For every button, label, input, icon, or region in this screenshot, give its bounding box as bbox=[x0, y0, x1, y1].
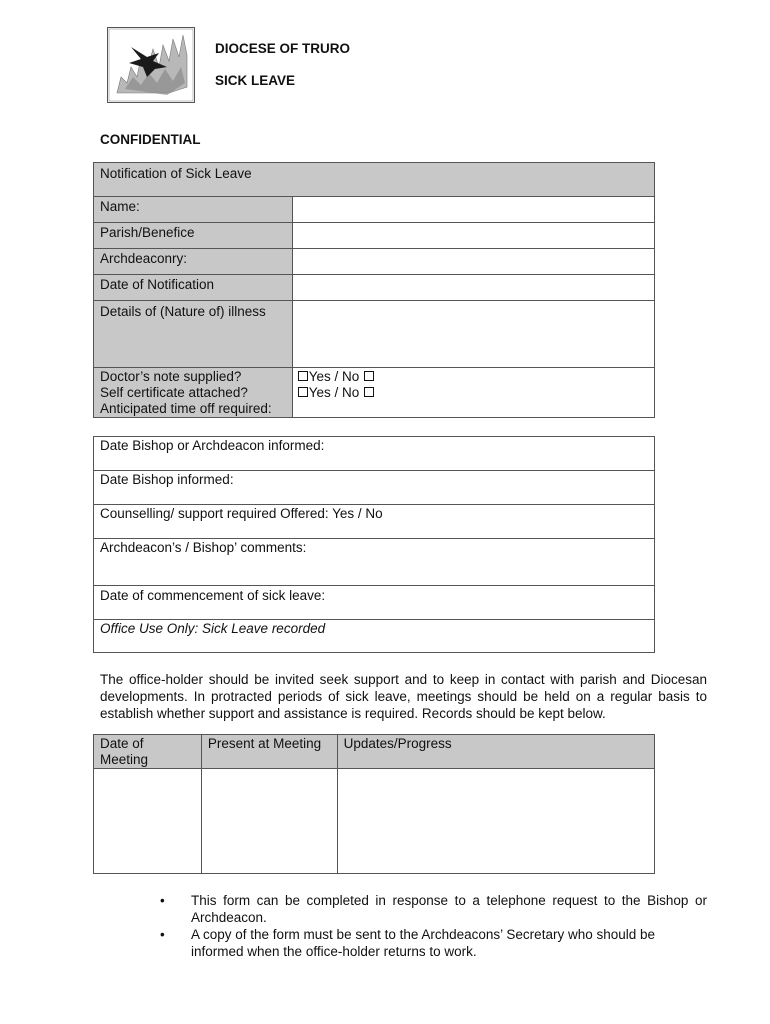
certificates-answers bbox=[292, 368, 654, 418]
illness-details-field[interactable] bbox=[292, 301, 654, 368]
illness-details-label: Details of (Nature of) illness bbox=[94, 301, 293, 368]
meetings-table bbox=[93, 734, 655, 874]
bullet-icon: • bbox=[160, 927, 165, 942]
notification-title: Notification of Sick Leave bbox=[94, 163, 655, 197]
meeting-updates-cell[interactable] bbox=[337, 769, 654, 874]
bishop-informed: Date Bishop informed: bbox=[94, 471, 655, 505]
office-use-label: Office Use Only: Sick Leave recorded bbox=[94, 620, 655, 653]
commencement-date-label: Date of commencement of sick leave: bbox=[94, 586, 655, 620]
diocese-logo bbox=[107, 27, 195, 103]
parish-label: Parish/Benefice bbox=[94, 223, 293, 249]
name-label: Name: bbox=[94, 197, 293, 223]
bullet-icon: • bbox=[160, 893, 165, 908]
checkbox-icon[interactable] bbox=[364, 387, 374, 397]
archdeaconry-label: Archdeaconry: bbox=[94, 249, 293, 275]
archdeaconry-field[interactable] bbox=[292, 249, 654, 275]
bishop-or-archdeacon-informed: Date Bishop or Archdeacon informed: bbox=[94, 437, 655, 471]
notification-table bbox=[93, 162, 655, 418]
form-title: SICK LEAVE bbox=[215, 73, 296, 88]
org-name: DIOCESE OF TRURO bbox=[215, 41, 351, 56]
checkbox-icon[interactable] bbox=[298, 387, 308, 397]
self-certificate-label: Self certificate attached? bbox=[100, 385, 248, 400]
meeting-present-cell[interactable] bbox=[201, 769, 337, 874]
doctor-note-answer bbox=[297, 369, 650, 385]
comments-label: Archdeacon’s / Bishop’ comments: bbox=[94, 539, 655, 586]
dove-logo-icon bbox=[107, 27, 195, 103]
date-of-meeting-header bbox=[94, 735, 202, 769]
self-certificate-answer bbox=[297, 385, 650, 401]
header-line: Date of bbox=[100, 736, 144, 751]
bullet-text: A copy of the form must be sent to the Archdeacons’ Secretary who should be informed when the office-holder returns to work. bbox=[191, 927, 656, 959]
present-at-meeting-header: Present at Meeting bbox=[201, 735, 337, 769]
yes-no-text: Yes / No bbox=[308, 369, 360, 384]
checkbox-icon[interactable] bbox=[298, 371, 308, 381]
parish-field[interactable] bbox=[292, 223, 654, 249]
guidance-paragraph: The office-holder should be invited seek support and to keep in contact with parish and Diocesan developments. In protracted periods of sick leave, meetings should be held on a regular basis to establish whether support and assistance is required. Records should be kept below. bbox=[100, 672, 707, 721]
updates-progress-header: Updates/Progress bbox=[337, 735, 654, 769]
checkbox-icon[interactable] bbox=[364, 371, 374, 381]
doctor-note-label: Doctor’s note supplied? bbox=[100, 369, 242, 384]
header-line: Meeting bbox=[100, 752, 149, 767]
time-off-label: Anticipated time off required: bbox=[100, 401, 272, 416]
meeting-date-cell[interactable] bbox=[94, 769, 202, 874]
name-field[interactable] bbox=[292, 197, 654, 223]
bullet-text: This form can be completed in response to a telephone request to the Bishop or Archdeacon. bbox=[191, 893, 707, 925]
confidential-label: CONFIDENTIAL bbox=[100, 132, 201, 147]
counselling-offered: Counselling/ support required Offered: Yes / No bbox=[94, 505, 655, 539]
yes-no-text: Yes / No bbox=[308, 385, 360, 400]
notification-date-field[interactable] bbox=[292, 275, 654, 301]
notification-date-label: Date of Notification bbox=[94, 275, 293, 301]
certificates-labels bbox=[94, 368, 293, 418]
follow-up-table bbox=[93, 436, 655, 653]
